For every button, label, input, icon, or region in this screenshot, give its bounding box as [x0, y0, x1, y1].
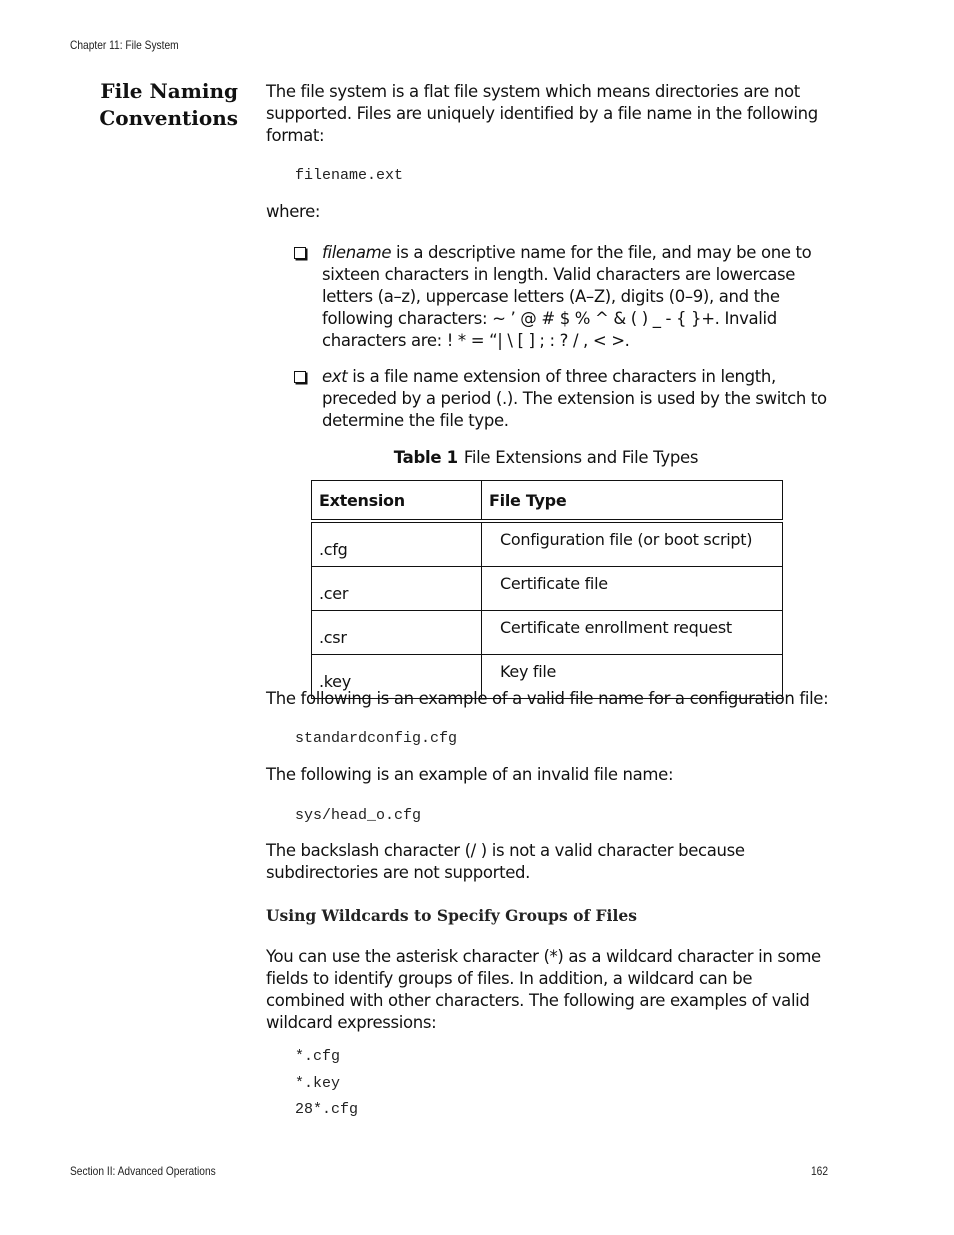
cell-file-type: Key file — [482, 655, 783, 699]
bullet-item-filename — [294, 242, 834, 352]
intro-paragraph: The file system is a flat file system which means directories are not supported. Files are uniquely identified by a file name in the following format: — [266, 82, 818, 145]
section-heading-line1: File Naming — [100, 79, 238, 103]
cell-extension: .key — [312, 655, 482, 699]
cell-extension: .cfg — [312, 521, 482, 567]
column-header-extension: Extension — [312, 481, 482, 522]
valid-example-intro: The following is an example of a valid file name for a configuration file: — [266, 689, 829, 708]
bullet-term: filename — [322, 243, 392, 262]
wildcard-example: 28*.cfg — [295, 1101, 359, 1118]
invalid-example-intro: The following is an example of an invalid file name: — [266, 765, 674, 784]
table-row — [312, 611, 783, 655]
wildcard-example: *.cfg — [295, 1048, 341, 1065]
cell-file-type: Certificate enrollment request — [482, 611, 783, 655]
backslash-note: The backslash character (/ ) is not a valid character because subdirectories are not supported. — [266, 841, 745, 882]
section-heading-line2: Conventions — [99, 106, 238, 130]
format-example: filename.ext — [295, 167, 404, 184]
wildcard-intro: You can use the asterisk character (*) as a wildcard character in some fields to identify groups of files. In addition, a wildcard can be combined with other characters. The following are examples of valid wildcard expressions: — [266, 947, 821, 1032]
cell-extension: .cer — [312, 567, 482, 611]
table-row — [312, 567, 783, 611]
bullet-text: is a descriptive name for the file, and may be one to sixteen characters in length. Valid characters are lowercase letters (a–z), uppercase letters (A–Z), digits (0–9), and the following characters: ~ ’ @ # $ % ^ & ( ) _ - { }+. Invalid characters are: ! * = “| \ [ ] ; : ? / , < >. — [322, 243, 812, 350]
file-types-table — [311, 480, 783, 699]
running-header: Chapter 11: File System — [70, 38, 179, 52]
where-label: where: — [266, 202, 321, 221]
table-row — [312, 521, 783, 567]
bullet-item-ext — [294, 366, 834, 432]
column-header-file-type: File Type — [482, 481, 783, 522]
table-caption — [266, 448, 826, 467]
bullet-term: ext — [322, 367, 348, 386]
page-number: 162 — [810, 1164, 828, 1178]
table-header-row — [312, 481, 783, 522]
cell-file-type: Certificate file — [482, 567, 783, 611]
table-caption-label: Table 1 — [393, 448, 458, 467]
wildcard-subheading: Using Wildcards to Specify Groups of Files — [266, 906, 637, 925]
bullet-text: is a file name extension of three characters in length, preceded by a period (.). The extension is used by the switch to determine the file type. — [322, 367, 827, 430]
cell-extension: .csr — [312, 611, 482, 655]
section-heading — [70, 78, 238, 132]
valid-example-code: standardconfig.cfg — [295, 730, 458, 747]
running-footer-section: Section II: Advanced Operations — [70, 1164, 216, 1178]
wildcard-example: *.key — [295, 1075, 341, 1092]
table-caption-text: File Extensions and File Types — [463, 448, 699, 467]
checkbox-bullet-icon — [294, 371, 306, 383]
checkbox-bullet-icon — [294, 247, 306, 259]
cell-file-type: Configuration file (or boot script) — [482, 521, 783, 567]
invalid-example-code: sys/head_o.cfg — [295, 807, 422, 824]
